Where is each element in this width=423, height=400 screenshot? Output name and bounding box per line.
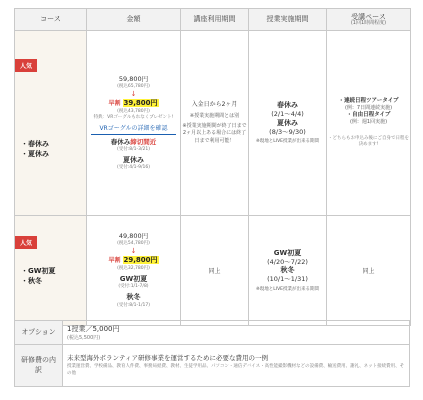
- price-cell: [87, 216, 181, 326]
- course-name: ・秋冬: [21, 277, 42, 286]
- impl-name: 春休み: [277, 101, 298, 110]
- regular-price-tax: (税込65,780円): [117, 83, 150, 89]
- period-cell: [181, 31, 249, 216]
- deadline-label: [87, 138, 180, 147]
- pace-type: ・連続日程ツアータイプ: [338, 97, 399, 104]
- option-label: オプション: [15, 321, 63, 345]
- regular-price: 59,800円: [118, 74, 149, 83]
- down-arrow-icon: ↓: [130, 246, 137, 255]
- impl-name: 秋冬: [280, 266, 295, 275]
- header-course: コース: [15, 9, 87, 31]
- impl-date: (10/1〜1/31): [267, 275, 308, 284]
- header-pace-sub: (1回1時間程度): [350, 19, 387, 26]
- gw-name: GW初夏: [119, 274, 148, 283]
- options-fee-table: [14, 320, 410, 387]
- early-value: 29,800円: [123, 256, 158, 265]
- table-row: [15, 216, 411, 326]
- fee-label: 研修費の内訳: [15, 345, 63, 387]
- header-pace-title: 受講ペース: [351, 12, 386, 21]
- course-cell: [15, 31, 87, 216]
- table-row: [15, 31, 411, 216]
- course-names: [21, 139, 49, 159]
- fall-period: (受付:8/1-1/17): [117, 302, 150, 308]
- impl-cell: [249, 216, 327, 326]
- early-price: [108, 256, 158, 265]
- fall-name: 秋冬: [126, 293, 141, 302]
- fee-breakdown: 授業運営費、学校備品、教育人件費、事務局経費、教材、生徒学用品、パソコン・通信デバイス・高性能撮影機材などの設備費、輸送費用、謝礼、ネット接続費用、その他: [67, 364, 405, 376]
- impl-date: (4/20〜7/22): [267, 257, 308, 266]
- early-label: 早割: [108, 100, 121, 108]
- option-value: [63, 321, 410, 345]
- impl-date: (2/1〜4/4): [271, 110, 304, 119]
- pace-cell: 同上: [327, 216, 411, 326]
- course-name: ・GW初夏: [21, 267, 56, 275]
- early-price: [108, 99, 158, 108]
- deadline-notice: 締切間近: [130, 137, 157, 146]
- course-names: [21, 266, 55, 286]
- early-label: 早割: [108, 257, 121, 265]
- pace-cell: [327, 31, 411, 216]
- option-price-tax: (税込5,500円): [67, 335, 101, 341]
- period-note: ※授業実施期間が終了日まで2ヶ月以上ある場合には終了日まで利用可能！: [182, 123, 247, 144]
- fee-row: [15, 345, 410, 387]
- regular-price-tax: (税込54,780円): [117, 240, 150, 246]
- popular-badge: 人気: [15, 59, 37, 72]
- summer-name: 夏休み: [123, 155, 144, 164]
- course-pricing-table: [14, 8, 411, 326]
- early-value: 39,800円: [123, 99, 158, 108]
- fee-value: [63, 345, 410, 387]
- spring-period: (受付:8/1-3/21): [117, 146, 150, 152]
- course-name: ・春休み: [21, 140, 49, 148]
- vr-goggle-link[interactable]: VRゴーグルの詳細を確認: [99, 124, 168, 132]
- header-period: 講座利用期間: [181, 9, 249, 31]
- option-row: [15, 321, 410, 345]
- pace-example: (例：週1回実施): [349, 119, 388, 126]
- impl-name: 夏休み: [277, 118, 298, 127]
- header-pace: [327, 9, 411, 31]
- early-price-tax: (税込43,780円): [117, 108, 150, 114]
- pace-example: (例：7日間連続実施): [344, 105, 393, 112]
- header-price: 金額: [87, 9, 181, 31]
- benefit-note: 特典：VRゴーグルもれなくプレゼント!: [93, 114, 174, 120]
- period-main: 入金日から2ヶ月: [191, 101, 238, 109]
- gw-period: (受付:1/1-7/8): [118, 284, 149, 290]
- period-cell: 同上: [181, 216, 249, 326]
- fee-main: 未来型海外ボランティア研修事業を運営するために必要な費用の一例: [67, 354, 268, 363]
- summer-period: (受付:4/1-9/16): [117, 165, 150, 171]
- course-cell: [15, 216, 87, 326]
- impl-note: ※現地とLIVE授業が出来る期間: [255, 139, 320, 145]
- down-arrow-icon: ↓: [130, 89, 137, 98]
- table-header-row: [15, 9, 411, 31]
- course-name: ・夏休み: [21, 150, 49, 159]
- impl-note: ※現地とLIVE授業が出来る期間: [255, 286, 320, 292]
- early-price-tax: (税込32,780円): [117, 265, 150, 271]
- regular-price: 49,800円: [118, 232, 149, 241]
- pace-note: ・どちらもお申込み後にご自身で日程を決めます!: [328, 136, 409, 148]
- impl-date: (8/3〜9/30): [269, 127, 306, 136]
- header-impl: 授業実施期間: [249, 9, 327, 31]
- popular-badge: 人気: [15, 236, 37, 249]
- pace-type: ・自由日程タイプ: [346, 111, 391, 118]
- option-price: 1授業／5,000円: [67, 325, 120, 333]
- impl-name: GW初夏: [273, 248, 302, 257]
- impl-cell: [249, 31, 327, 216]
- period-note: ※授業実施期間とは別: [189, 112, 240, 119]
- price-cell: [87, 31, 181, 216]
- divider: [91, 134, 176, 135]
- deadline-course: 春休み: [110, 137, 131, 146]
